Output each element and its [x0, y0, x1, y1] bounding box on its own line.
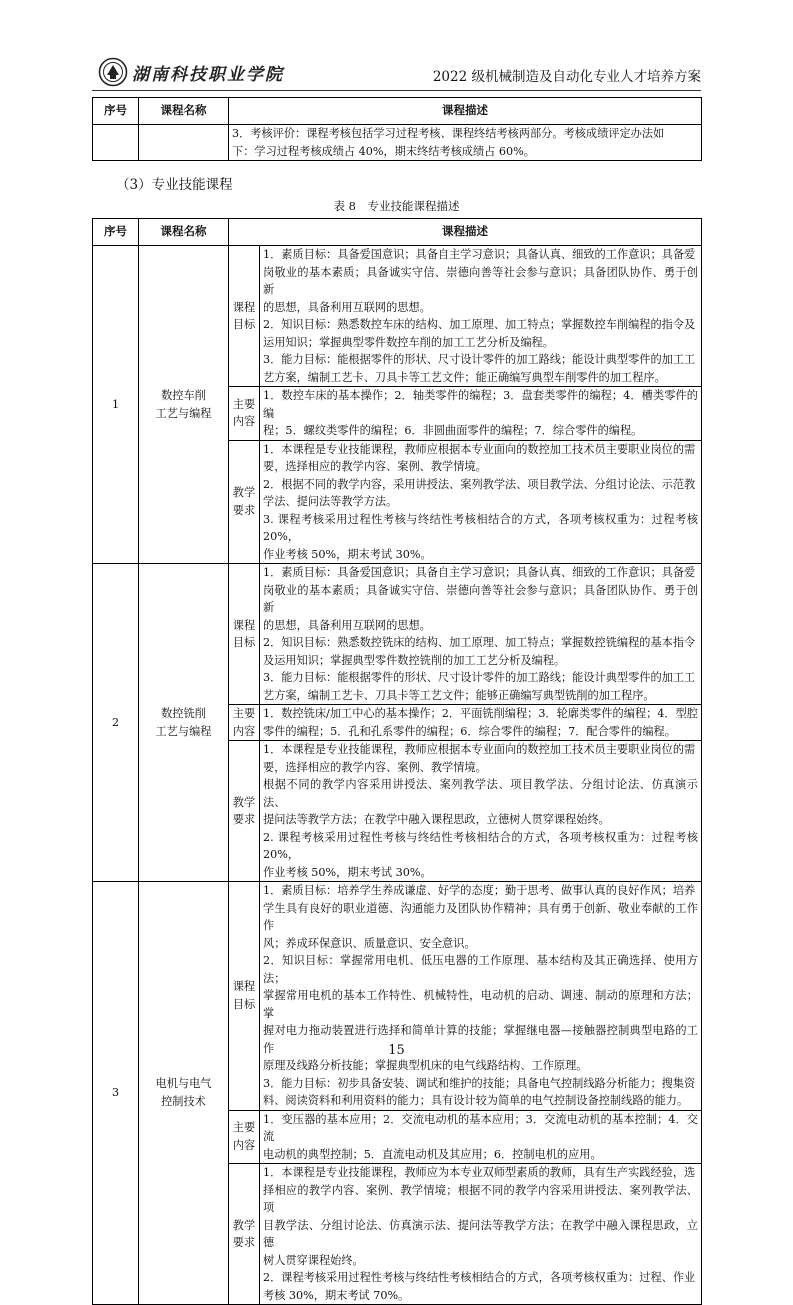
sub-label-line: 主要	[232, 707, 256, 720]
description-line: 1．素质目标：培养学生养成谦虚、好学的态度；勤于思考、做事认真的良好作风；培养	[263, 884, 696, 897]
description-line: 2．知识目标：熟悉数控铣床的结构、加工原理、加工特点；掌握数控铣编程的基本指令	[263, 636, 696, 649]
sub-label-line: 目标	[232, 997, 256, 1011]
description-line: 作业考核 50%，期末考试 30%。	[263, 547, 432, 561]
description-line: 料、阅读资料和利用资料的能力；具有设计较为简单的电气控制设备控制线路的能力。	[263, 1094, 689, 1107]
description-line: 择相应的教学内容、案例、教学情境；根据不同的教学内容采用讲授法、案列教学法、项	[263, 1183, 698, 1214]
sub-label-line: 课程	[232, 618, 256, 632]
sub-label-line: 要求	[232, 503, 256, 517]
description-line: 下：学习过程考核成绩占 40%，期末终结考核成绩占 60%。	[232, 144, 535, 158]
description-line: 2. 课程考核采用过程性考核与终结性考核相结合的方式，各项考核权重为：过程考核 20%，	[263, 830, 698, 861]
description-line: 考核 30%，期末考试 70%。	[263, 1288, 410, 1302]
content-label	[229, 1110, 260, 1164]
description-line: 作业考核 50%，期末考试 30%。	[263, 865, 432, 879]
teaching-label	[229, 741, 260, 882]
col-header-description: 课程描述	[229, 219, 702, 246]
col-header-course-name: 课程名称	[139, 219, 229, 246]
page-header	[92, 55, 701, 87]
table-cell-name	[139, 125, 229, 161]
teaching-description	[260, 741, 702, 882]
table-header-row	[93, 219, 702, 246]
col-header-description: 课程描述	[229, 98, 702, 125]
description-line: 目教学法、分组讨论法、仿真演示法、提问法等教学方法；在教学中融入课程思政，立德	[263, 1218, 698, 1249]
table-cell-number	[93, 125, 139, 161]
teaching-label	[229, 1164, 260, 1305]
description-line: 2．知识目标：掌握常用电机、低压电器的工作原理、基本结构及其正确选择、使用方法；	[263, 954, 698, 985]
goal-label	[229, 564, 260, 705]
sub-label-line: 主要	[232, 397, 256, 411]
goal-label	[229, 246, 260, 387]
description-line: 岗敬业的基本素质；具备诚实守信、崇德向善等社会参与意识；具备团队协作、勇于创新	[263, 583, 698, 614]
course-number: 2	[93, 564, 139, 882]
description-line: 学生具有良好的职业道德、沟通能力及团队协作精神；具有勇于创新、敬业奉献的工作作	[263, 901, 698, 932]
description-line: 3．能力目标：能根据零件的形状、尺寸设计零件的加工路线；能设计典型零件的加工工	[263, 671, 696, 684]
description-line: 握对电力拖动装置进行选择和简单计算的技能；掌握继电器—接触器控制典型电路的工作	[263, 1024, 698, 1055]
continued-course-table	[92, 97, 702, 161]
sub-label-line: 教学	[232, 1218, 256, 1232]
col-header-course-name: 课程名称	[139, 98, 229, 125]
description-line: 提问法等教学方法；在教学中融入课程思政，立德树人贯穿课程始终。	[263, 813, 610, 826]
sub-label-line: 教学	[232, 795, 256, 809]
sub-label-line: 要求	[232, 1236, 256, 1249]
goal-description	[260, 564, 702, 705]
course-name	[139, 564, 229, 882]
table-row	[93, 564, 702, 705]
table-row	[93, 246, 702, 387]
sub-label-line: 内容	[232, 1138, 256, 1152]
description-line: 1．本课程是专业技能课程，教师应根据本专业面向的数控加工技术员主要职业岗位的需	[263, 743, 696, 756]
course-name-line: 数控车削	[161, 388, 206, 402]
table-header-row	[93, 98, 702, 125]
description-line: 树人贯穿课程始终。	[263, 1253, 364, 1267]
goal-label	[229, 882, 260, 1111]
sub-label-line: 内容	[232, 415, 256, 429]
school-emblem-icon	[98, 57, 128, 87]
goal-description	[260, 882, 702, 1111]
sub-label-line: 要求	[232, 813, 256, 826]
description-line: 3．能力目标：能根据零件的形状、尺寸设计零件的加工路线；能设计典型零件的加工工	[263, 353, 696, 366]
page-number: 15	[388, 1043, 405, 1058]
course-name	[139, 882, 229, 1305]
description-line: 掌握常用电机的基本工作特性、机械特性，电动机的启动、调速、制动的原理和方法；掌	[263, 989, 698, 1020]
description-line: 的思想，具备利用互联网的思想。	[263, 300, 431, 314]
course-name-line: 工艺与编程	[155, 724, 212, 738]
document-title: 2022 级机械制造及自动化专业人才培养方案	[432, 69, 701, 85]
course-name	[139, 246, 229, 564]
sub-label-line: 目标	[232, 318, 256, 331]
description-line: 根据不同的教学内容采用讲授法、案列教学法、项目教学法、分组讨论法、仿真演示法、	[263, 778, 698, 809]
description-line: 1．变压器的基本应用；2．交流电动机的基本应用；3．交流电动机的基本控制；4．交流	[263, 1112, 698, 1143]
content-description	[260, 1110, 702, 1164]
description-line: 1．数控车床的基本操作；2．轴类零件的编程；3．盘套类零件的编程；4．槽类零件的编	[263, 389, 698, 420]
description-line: 1．素质目标：具备爱国意识；具备自主学习意识；具备认真、细致的工作意识；具备爱	[263, 566, 696, 579]
header-rule	[92, 90, 701, 91]
table-caption: 表 8 专业技能课程描述	[333, 199, 460, 213]
description-line: 1．本课程是专业技能课程，教师应根据本专业面向的数控加工技术员主要职业岗位的需	[263, 442, 696, 456]
description-line: 程；5．螺纹类零件的编程；6．非圆曲面零件的编程；7．综合零件的编程。	[263, 424, 643, 437]
course-rows	[93, 246, 702, 1305]
goal-description	[260, 246, 702, 387]
content-label	[229, 387, 260, 441]
course-number: 3	[93, 882, 139, 1305]
description-line: 3. 课程考核采用过程性考核与终结性考核相结合的方式，各项考核权重为：过程考核 20%，	[263, 512, 698, 543]
teaching-description	[260, 440, 702, 564]
description-line: 及运用知识；掌握典型零件数控铣削的加工工艺分析及编程。	[263, 653, 566, 667]
teaching-label	[229, 440, 260, 564]
content-description	[260, 387, 702, 441]
description-line: 学法、提问法等教学方法。	[263, 495, 398, 508]
col-header-number: 序号	[93, 98, 139, 125]
teaching-description	[260, 1164, 702, 1305]
description-line: 要，选择相应的教学内容、案例、教学情境。	[263, 760, 487, 774]
skills-course-table	[92, 218, 702, 1305]
description-line: 零件的编程；5．孔和孔系零件的编程；6．综合零件的编程；7．配合零件的编程。	[263, 724, 676, 738]
section-heading: （3）专业技能课程	[116, 177, 233, 193]
sub-label-line: 目标	[232, 636, 256, 649]
table-cell-description	[229, 125, 702, 161]
table-row	[93, 882, 702, 1111]
description-line: 1．本课程是专业技能课程，教师应为本专业双师型素质的教师，具有生产实践经验，选	[263, 1166, 696, 1179]
content-description	[260, 705, 702, 741]
sub-label-line: 课程	[232, 300, 256, 314]
description-line: 3．能力目标：初步具备安装、调试和维护的技能；具备电气控制线路分析能力；搜集资	[263, 1076, 696, 1090]
course-name-line: 工艺与编程	[155, 406, 212, 420]
description-line: 岗敬业的基本素质；具备诚实守信、崇德向善等社会参与意识；具备团队协作、勇于创新	[263, 265, 698, 296]
description-line: 艺方案，编制工艺卡、刀具卡等工艺文件；能正确编写典型车削零件的加工程序。	[263, 370, 666, 384]
col-header-number: 序号	[93, 219, 139, 246]
description-line: 的思想，具备利用互联网的思想。	[263, 618, 431, 632]
description-line: 要，选择相应的教学内容、案例、教学情境。	[263, 460, 487, 473]
description-line: 3．考核评价：课程考核包括学习过程考核、课程终结考核两部分。考核成绩评定办法如	[232, 127, 665, 140]
description-line: 电动机的典型控制；5．直流电动机及其应用；6．控制电机的应用。	[263, 1147, 602, 1161]
sub-label-line: 教学	[232, 486, 256, 500]
course-name-line: 数控铣削	[161, 706, 206, 720]
sub-label-line: 主要	[232, 1121, 256, 1135]
description-line: 1．数控铣床/加工中心的基本操作；2．平面铣削编程；3．轮廓类零件的编程；4．型腔	[263, 707, 698, 720]
course-name-line: 控制技术	[161, 1095, 206, 1108]
sub-label-line: 内容	[232, 724, 256, 738]
description-line: 原理及线路分析技能；掌握典型机床的电气线路结构、工作原理。	[263, 1059, 588, 1072]
table-row	[93, 125, 702, 161]
description-line: 艺方案，编制工艺卡、刀具卡等工艺文件；能够正确编写典型铣削的加工程序。	[263, 688, 655, 702]
school-logo-text: 湖南科技职业学院	[132, 65, 284, 85]
description-line: 运用知识；掌握典型零件数控车削的加工工艺分析及编程。	[263, 335, 554, 349]
description-line: 1．素质目标：具备爱国意识；具备自主学习意识；具备认真、细致的工作意识；具备爱	[263, 248, 696, 261]
course-number: 1	[93, 246, 139, 564]
description-line: 风；养成环保意识、质量意识、安全意识。	[263, 936, 476, 950]
course-name-line: 电机与电气	[155, 1077, 212, 1090]
content-label	[229, 705, 260, 741]
description-line: 2．课程考核采用过程性考核与终结性考核相结合的方式，各项考核权重为：过程、作业	[263, 1271, 696, 1284]
description-line: 2．知识目标：熟悉数控车床的结构、加工原理、加工特点；掌握数控车削编程的指令及	[263, 318, 696, 331]
description-line: 2．根据不同的教学内容，采用讲授法、案列教学法、项目教学法、分组讨论法、示范教	[263, 477, 696, 491]
sub-label-line: 课程	[232, 980, 256, 994]
